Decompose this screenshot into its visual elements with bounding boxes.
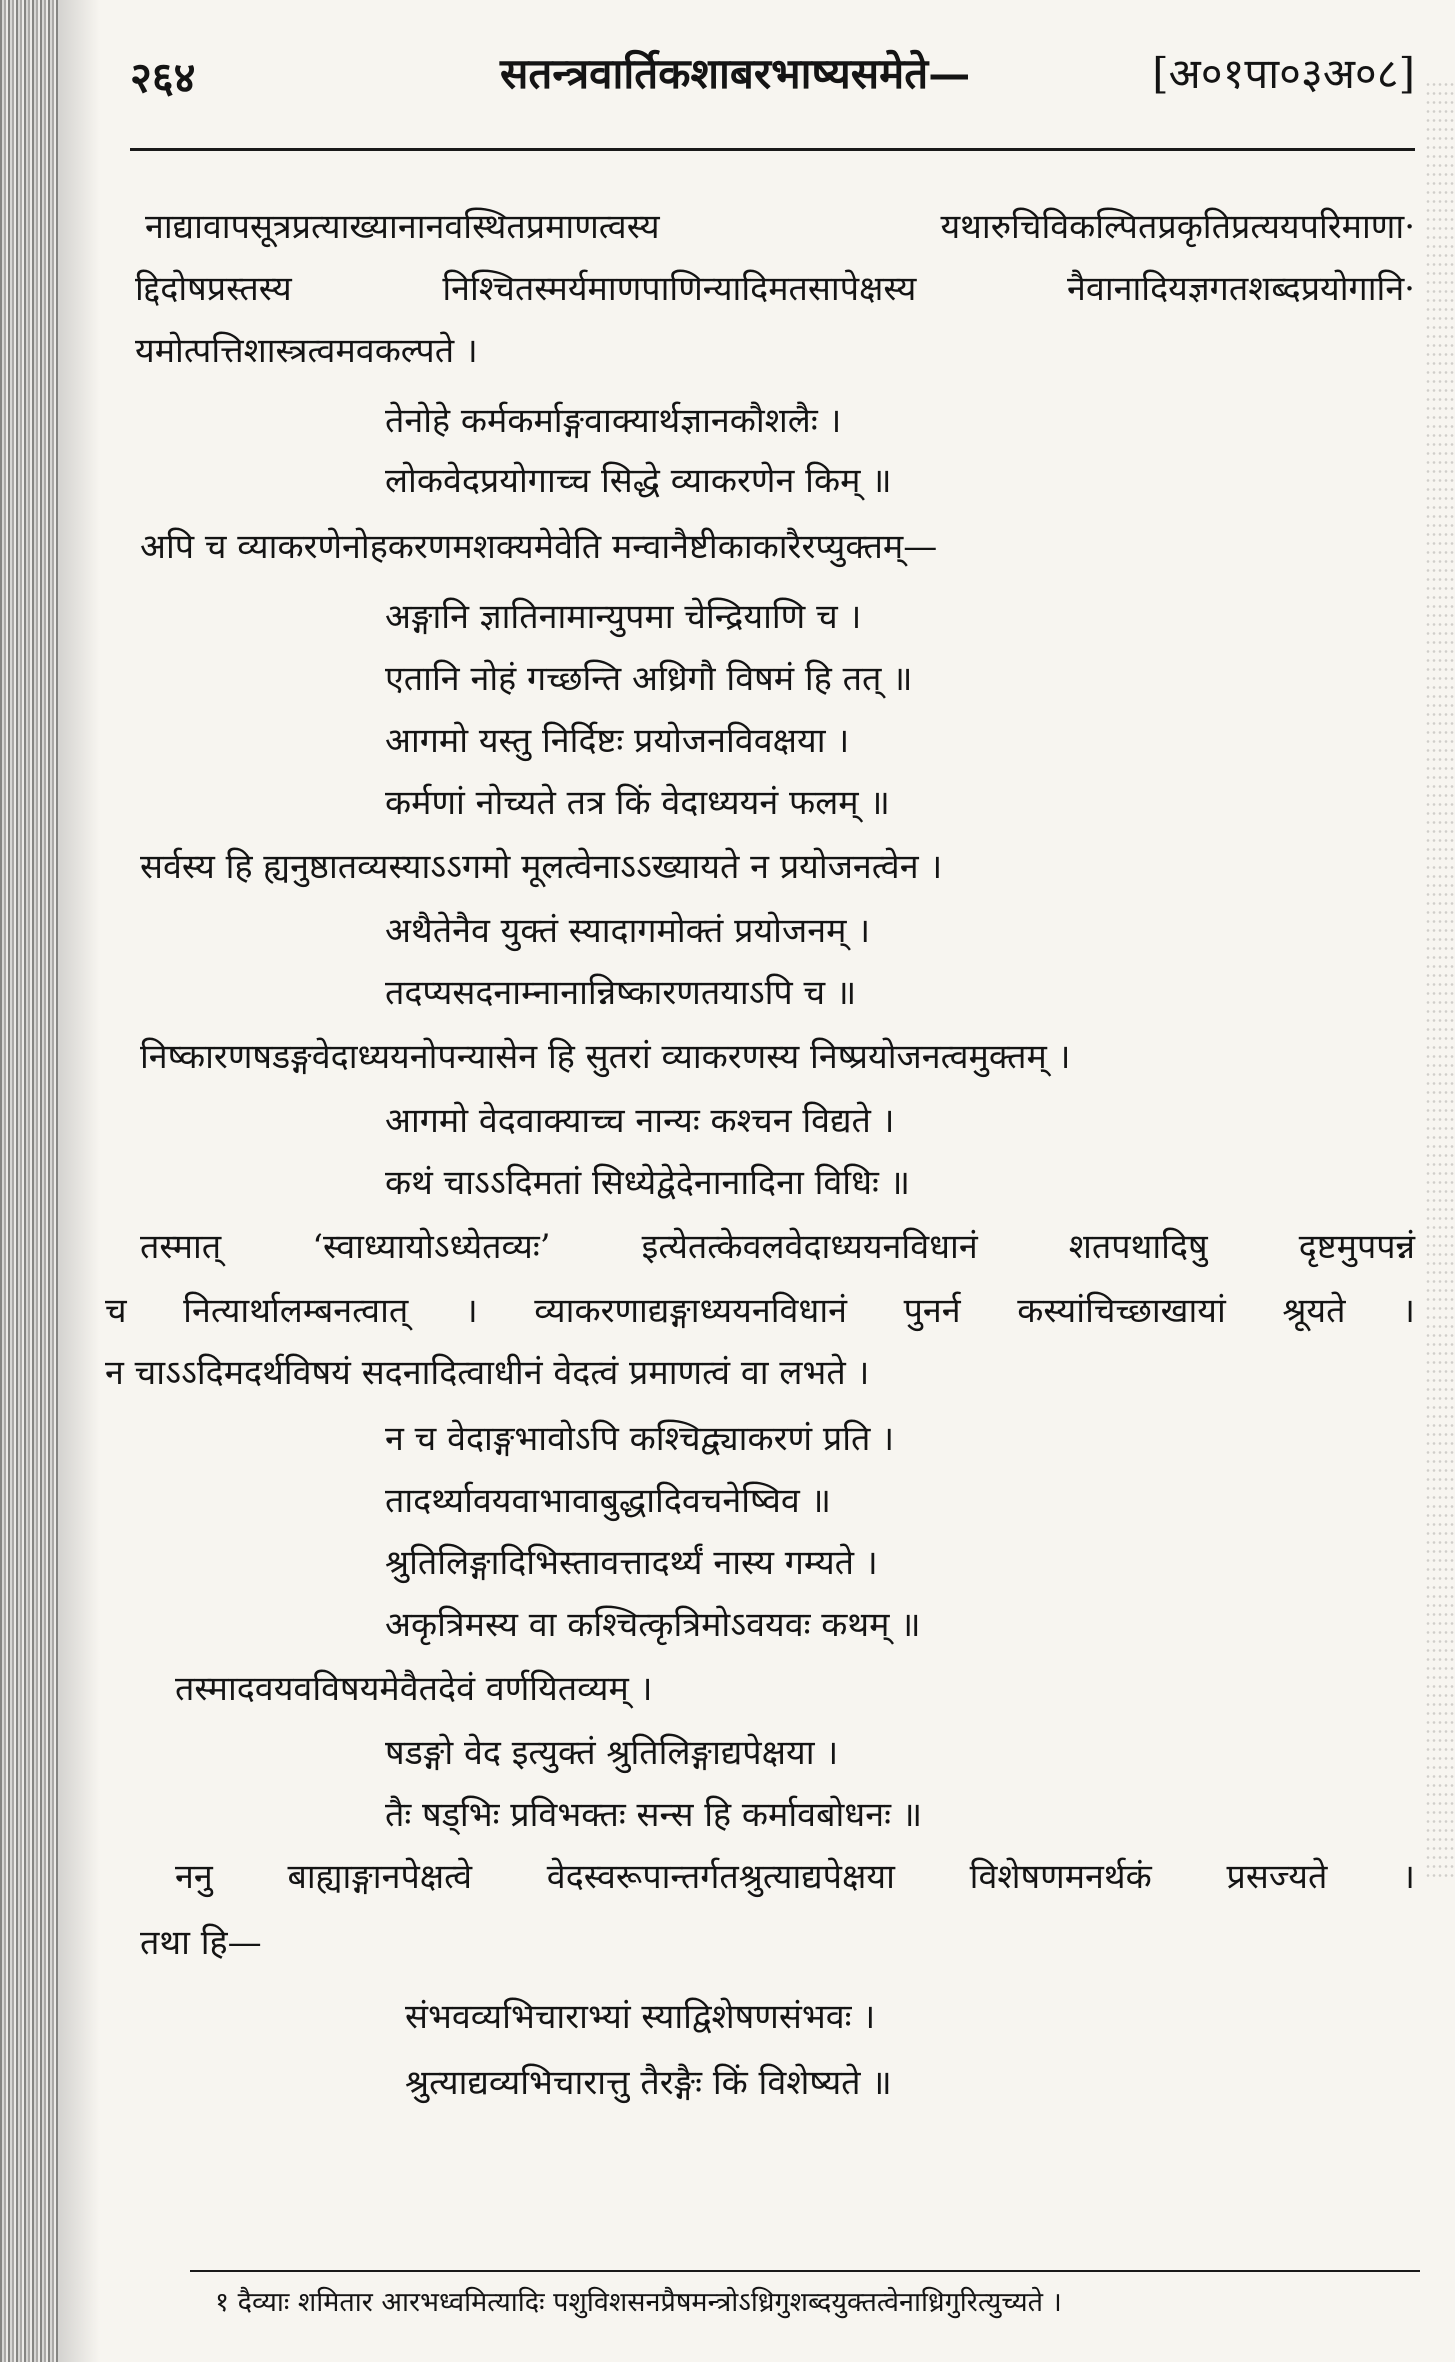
text-line: तस्मादवयवविषयमेवैतदेवं वर्णयितव्यम् । [175,1669,653,1709]
verse-line: कर्मणां नोच्यते तत्र किं वेदाध्ययनं फलम् ॥ [385,783,890,823]
book-page [105,30,1430,2330]
verse-line: श्रुतिलिङ्गादिभिस्तावत्तादर्थ्यं नास्य गम्यते । [385,1543,878,1583]
verse-line: श्रुत्याद्यव्यभिचारात्तु तैरङ्गैः किं विशेष्यते ॥ [405,2063,892,2103]
verse-line: संभवव्यभिचाराभ्यां स्याद्विशेषणसंभवः । [405,1997,876,2037]
text-line: निष्कारणषडङ्गवेदाध्ययनोपन्यासेन हि सुतरां व्याकरणस्य निष्प्रयोजनत्वमुक्तम् । [140,1037,1071,1077]
section-reference: [अ०१पा०३अ०८] [1152,49,1415,98]
running-title: सतन्त्रवार्तिकशाबरभाष्यसमेते— [500,49,971,98]
verse-line: तैः षड्भिः प्रविभक्तः सन्स हि कर्मावबोधनः ॥ [385,1795,923,1835]
verse-line: आगमो यस्तु निर्दिष्टः प्रयोजनविवक्षया । [385,721,850,761]
verse-line: कथं चाऽऽदिमतां सिध्येद्वेदेनानादिना विधिः ॥ [385,1163,911,1203]
verse-line: अथैतेनैव युक्तं स्यादागमोक्तं प्रयोजनम् । [385,911,871,951]
text-line: सर्वस्य हि ह्यनुष्ठातव्यस्याऽऽगमो मूलत्वेनाऽऽख्यायते न प्रयोजनत्वेन । [140,847,943,887]
footnote-rule [190,2270,1420,2272]
verse-line: न च वेदाङ्गभावोऽपि कश्चिद्व्याकरणं प्रति । [385,1419,895,1459]
verse-line: तदप्यसदनाम्नानान्निष्कारणतयाऽपि च ॥ [385,973,857,1013]
header-rule [130,148,1415,151]
text-line: द्दिदोषप्रस्तस्य निश्चितस्मर्यमाणपाणिन्यादिमतसापेक्षस्य नैवानादियज्ञगतशब्दप्रयोगानि· [135,269,1415,309]
book-binding-shadow [0,0,60,2362]
verse-line: अकृत्रिमस्य वा कश्चित्कृत्रिमोऽवयवः कथम् ॥ [385,1605,921,1645]
verse-line: तेनोहे कर्मकर्माङ्गवाक्यार्थज्ञानकौशलैः । [385,401,842,441]
footnote: १ दैव्याः शमितार आरभध्वमित्यादिः पशुविशसनप्रैषमन्त्रोऽध्रिगुशब्दयुक्तत्वेनाध्रिगुरित्युच्यते । [215,2287,1062,2318]
text-line: च नित्यार्थालम्बनत्वात् । व्याकरणाद्यङ्गाध्ययनविधानं पुनर्न कस्यांचिच्छाखायां श्रूयते । [105,1291,1415,1331]
text-line: तस्मात् ‘स्वाध्यायोऽध्येतव्यः’ इत्येतत्केवलवेदाध्ययनविधानं शतपथादिषु दृष्टमुपपन्नं [140,1227,1415,1267]
text-line: तथा हि— [140,1923,262,1963]
verse-line: षडङ्गो वेद इत्युक्तं श्रुतिलिङ्गाद्यपेक्षया । [385,1733,839,1773]
page-header [130,30,1415,120]
verse-line: अङ्गानि ज्ञातिनामान्युपमा चेन्द्रियाणि च । [385,597,862,637]
text-line: ननु बाह्याङ्गानपेक्षत्वे वेदस्वरूपान्तर्गतश्रुत्याद्यपेक्षया विशेषणमनर्थकं प्रसज्यते । [175,1857,1415,1897]
gutter-shadow [60,0,100,2362]
verse-line: आगमो वेदवाक्याच्च नान्यः कश्चन विद्यते । [385,1101,895,1141]
text-line: अपि च व्याकरणेनोहकरणमशक्यमेवेति मन्वानैष्टीकाकारैरप्युक्तम्— [140,527,938,567]
page-number: २६४ [130,53,196,102]
text-line: न चाऽऽदिमदर्थविषयं सदनादित्वाधीनं वेदत्वं प्रमाणत्वं वा लभते । [105,1353,870,1393]
verse-line: लोकवेदप्रयोगाच्च सिद्धे व्याकरणेन किम् ॥ [385,461,892,501]
verse-line: एतानि नोहं गच्छन्ति अध्रिगौ विषमं हि तत् ॥ [385,659,913,699]
verse-line: तादर्थ्यावयवाभावाबुद्धादिवचनेष्विव ॥ [385,1481,832,1521]
text-line: नाद्यावापसूत्रप्रत्याख्यानानवस्थितप्रमाणत्वस्य यथारुचिविकल्पितप्रकृतिप्रत्ययपरिमाणा· [145,207,1415,247]
text-line: यमोत्पत्तिशास्त्रत्वमवकल्पते । [135,331,478,371]
